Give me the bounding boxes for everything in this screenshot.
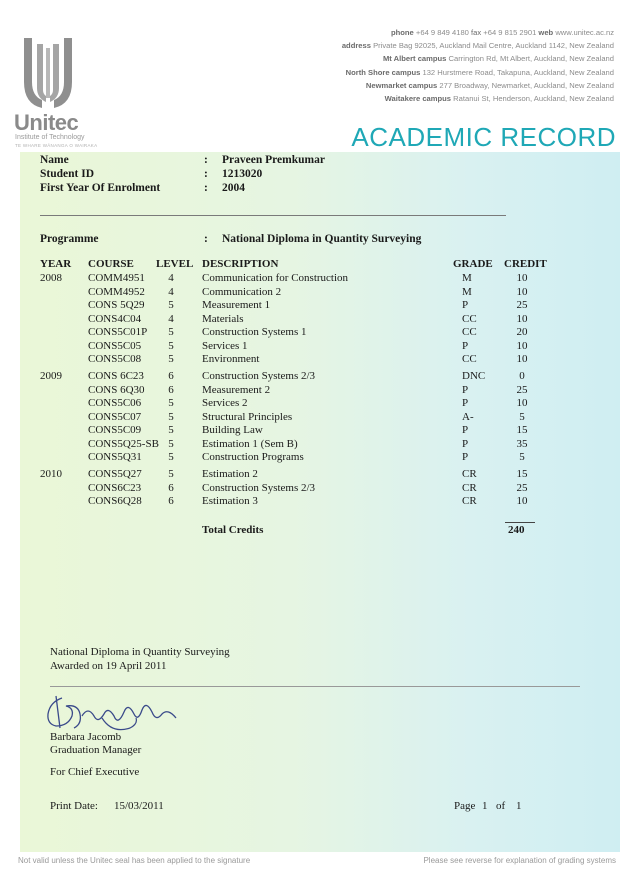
- course-cell: CONS5Q27: [88, 468, 142, 480]
- description-cell: Estimation 2: [202, 468, 258, 480]
- level-cell: 5: [168, 424, 174, 436]
- level-cell: 5: [168, 451, 174, 463]
- web-label: web: [538, 28, 554, 37]
- enrolment-year-colon: :: [204, 182, 208, 194]
- course-cell: CONS5C09: [88, 424, 142, 436]
- level-cell: 5: [168, 468, 174, 480]
- col-course-header: COURSE: [88, 258, 134, 270]
- grade-cell: P: [462, 397, 469, 409]
- col-credit-header: CREDIT: [504, 258, 547, 270]
- grade-cell: P: [462, 437, 469, 450]
- credit-cell: 5: [519, 410, 525, 423]
- credit-cell: 20: [516, 326, 528, 338]
- campus-value: Ratanui St, Henderson, Auckland, New Zealand: [453, 94, 614, 104]
- student-id-label: Student ID: [40, 168, 95, 180]
- page-number: 1: [482, 800, 488, 812]
- level-cell: 5: [168, 410, 174, 423]
- contact-block: [342, 26, 614, 105]
- page-total: 1: [516, 800, 522, 812]
- credit-cell: 0: [519, 370, 525, 382]
- course-cell: CONS6C23: [88, 481, 142, 494]
- address-label: address: [341, 41, 371, 51]
- description-cell: Estimation 3: [202, 495, 258, 507]
- brand-subtitle: Institute of Technology: [15, 134, 85, 141]
- year-cell: 2008: [40, 272, 62, 284]
- description-cell: Services 1: [202, 339, 248, 352]
- course-cell: CONS5Q25-SB: [88, 437, 159, 450]
- credit-cell: 10: [516, 339, 528, 352]
- year-cell: 2009: [40, 370, 62, 382]
- contact-phone-line: [342, 26, 614, 39]
- course-cell: CONS 5Q29: [88, 299, 145, 311]
- credit-cell: 25: [516, 299, 528, 311]
- total-rule: [505, 522, 535, 523]
- course-cell: CONS6Q28: [88, 495, 142, 507]
- level-cell: 6: [168, 383, 174, 396]
- description-cell: Communication for Construction: [202, 272, 349, 284]
- grade-cell: P: [462, 383, 469, 396]
- fax-label: fax: [471, 28, 482, 37]
- brand-name: Unitec: [14, 110, 79, 135]
- course-cell: CONS5Q31: [88, 451, 142, 463]
- phone-value: +64 9 849 4180: [415, 28, 469, 37]
- course-cell: CONS5C08: [88, 353, 142, 365]
- col-level-header: LEVEL: [156, 258, 194, 270]
- grade-cell: CC: [462, 312, 477, 325]
- grade-cell: CR: [462, 495, 477, 507]
- level-cell: 5: [168, 353, 174, 365]
- page-label: Page: [454, 800, 476, 812]
- credit-cell: 10: [516, 272, 528, 284]
- description-cell: Construction Systems 2/3: [202, 370, 316, 382]
- credit-cell: 10: [516, 397, 528, 409]
- credit-cell: 10: [516, 495, 528, 507]
- description-cell: Materials: [202, 312, 244, 325]
- grade-cell: P: [462, 451, 469, 463]
- name-label: Name: [40, 154, 69, 166]
- course-cell: CONS4C04: [88, 312, 142, 325]
- course-cell: CONS5C06: [88, 397, 142, 409]
- campus-label: North Shore campus: [345, 67, 421, 77]
- print-date-value: 15/03/2011: [114, 800, 164, 812]
- course-cell: COMM4951: [88, 272, 145, 284]
- validity-note: Not valid unless the Unitec seal has been applied to the signature: [18, 856, 251, 865]
- signatory-for: For Chief Executive: [50, 766, 140, 778]
- col-year-header: YEAR: [40, 258, 72, 270]
- enrolment-year-label: First Year Of Enrolment: [40, 182, 161, 194]
- col-description-header: DESCRIPTION: [202, 258, 279, 270]
- signatory-role: Graduation Manager: [50, 744, 142, 756]
- level-cell: 5: [168, 299, 174, 311]
- print-date-label: Print Date:: [50, 800, 98, 812]
- divider: [40, 215, 506, 216]
- grade-cell: A-: [462, 410, 474, 423]
- record-panel: [20, 152, 620, 852]
- programme-value: National Diploma in Quantity Surveying: [222, 233, 422, 245]
- credit-cell: 25: [516, 481, 528, 494]
- level-cell: 5: [168, 397, 174, 409]
- course-cell: COMM4952: [88, 285, 145, 298]
- grade-cell: M: [462, 272, 472, 284]
- col-grade-header: GRADE: [453, 258, 493, 270]
- level-cell: 5: [168, 326, 174, 338]
- description-cell: Structural Principles: [202, 410, 293, 423]
- award-date: Awarded on 19 April 2011: [50, 660, 167, 672]
- level-cell: 6: [168, 495, 174, 507]
- course-cell: CONS5C05: [88, 339, 142, 352]
- page-of: of: [496, 800, 506, 812]
- grade-cell: CC: [462, 326, 477, 338]
- campus-line: [342, 92, 614, 105]
- brand-tagline: TE WHARE WĀNANGA O WAIRAKA: [15, 143, 98, 148]
- student-id-colon: :: [204, 168, 208, 180]
- credit-cell: 5: [519, 451, 525, 463]
- signatory-name: Barbara Jacomb: [50, 731, 122, 743]
- campus-value: 132 Hurstmere Road, Takapuna, Auckland, New Zealand: [422, 67, 614, 77]
- campus-line: [342, 52, 614, 65]
- description-cell: Communication 2: [202, 285, 282, 298]
- credit-cell: 10: [516, 353, 528, 365]
- description-cell: Environment: [202, 353, 260, 365]
- campus-label: Mt Albert campus: [382, 54, 447, 64]
- course-cell: CONS 6Q30: [88, 383, 145, 396]
- description-cell: Construction Systems 2/3: [202, 481, 316, 494]
- level-cell: 6: [168, 481, 174, 494]
- description-cell: Measurement 1: [202, 299, 271, 311]
- year-cell: 2010: [40, 468, 62, 480]
- level-cell: 5: [168, 339, 174, 352]
- handwritten-signature: [38, 688, 188, 736]
- credit-cell: 15: [516, 424, 528, 436]
- campus-label: Newmarket campus: [365, 80, 438, 90]
- description-cell: Estimation 1 (Sem B): [202, 437, 298, 450]
- level-cell: 4: [168, 285, 174, 298]
- campus-value: Carrington Rd, Mt Albert, Auckland, New Zealand: [448, 54, 614, 64]
- divider: [50, 686, 580, 687]
- credit-cell: 25: [516, 383, 528, 396]
- course-cell: CONS5C07: [88, 410, 142, 423]
- level-cell: 4: [168, 312, 174, 325]
- grade-cell: CR: [462, 481, 477, 494]
- credit-cell: 10: [516, 285, 528, 298]
- course-cell: CONS 6C23: [88, 370, 144, 382]
- programme-label: Programme: [40, 233, 99, 245]
- credit-cell: 15: [516, 468, 528, 480]
- grade-cell: CC: [462, 353, 477, 365]
- grade-cell: M: [462, 285, 472, 298]
- fax-value: +64 9 815 2901: [483, 28, 537, 37]
- phone-label: phone: [391, 28, 414, 37]
- level-cell: 5: [168, 437, 174, 450]
- web-value: www.unitec.ac.nz: [555, 28, 614, 37]
- grade-cell: P: [462, 424, 469, 436]
- award-programme: National Diploma in Quantity Surveying: [50, 646, 230, 658]
- grade-cell: CR: [462, 468, 477, 480]
- programme-colon: :: [204, 233, 208, 245]
- campus-label: Waitakere campus: [384, 94, 452, 104]
- credit-cell: 10: [516, 312, 528, 325]
- total-credits-label: Total Credits: [202, 524, 264, 536]
- campus-line: [342, 79, 614, 92]
- description-cell: Measurement 2: [202, 383, 271, 396]
- description-cell: Construction Programs: [202, 451, 304, 463]
- document-title: ACADEMIC RECORD: [351, 122, 616, 152]
- credit-cell: 35: [516, 437, 528, 450]
- level-cell: 6: [168, 370, 174, 382]
- total-credits-value: 240: [508, 524, 525, 536]
- enrolment-year-value: 2004: [222, 182, 245, 194]
- student-id-value: 1213020: [222, 168, 263, 180]
- contact-address-line: [342, 39, 614, 52]
- grading-note: Please see reverse for explanation of grading systems: [423, 856, 616, 865]
- description-cell: Services 2: [202, 397, 248, 409]
- campus-line: [342, 66, 614, 79]
- grade-cell: P: [462, 339, 469, 352]
- letterhead: [0, 0, 638, 150]
- campus-value: 277 Broadway, Newmarket, Auckland, New Zealand: [439, 80, 614, 90]
- grade-cell: P: [462, 299, 469, 311]
- description-cell: Construction Systems 1: [202, 326, 307, 338]
- course-cell: CONS5C01P: [88, 326, 148, 338]
- level-cell: 4: [168, 272, 174, 284]
- name-colon: :: [204, 154, 208, 166]
- grade-cell: DNC: [462, 370, 486, 382]
- description-cell: Building Law: [202, 424, 263, 436]
- student-name: Praveen Premkumar: [222, 154, 325, 166]
- address-value: Private Bag 92025, Auckland Mail Centre, Auckland 1142, New Zealand: [373, 41, 614, 51]
